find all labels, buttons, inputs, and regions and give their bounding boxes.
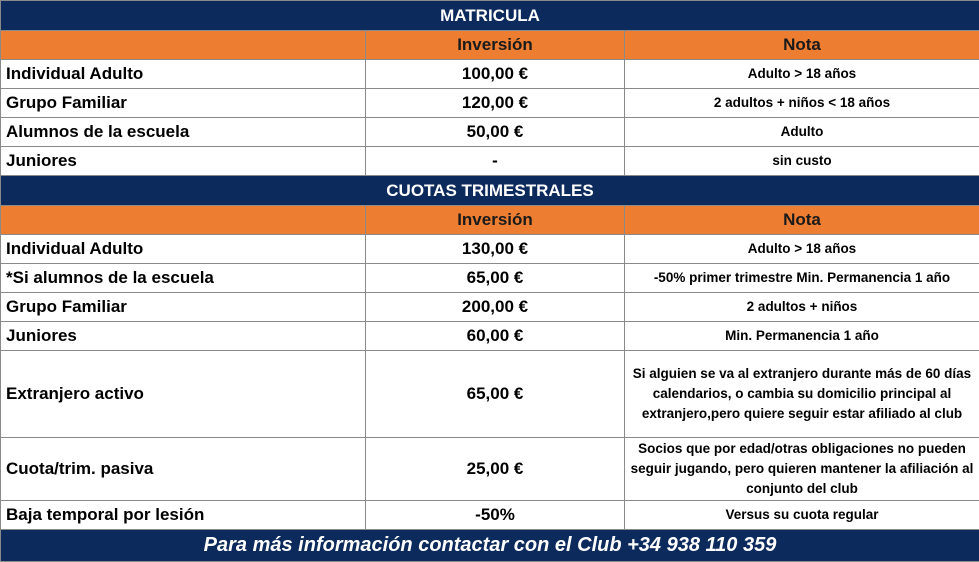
amount-cell: 200,00 € <box>366 293 625 322</box>
concept-cell: Juniores <box>1 322 366 351</box>
table-row <box>1 60 979 89</box>
note-cell: Min. Permanencia 1 año <box>625 322 979 351</box>
table-row <box>1 322 979 351</box>
table-row <box>1 89 979 118</box>
amount-cell: 25,00 € <box>366 438 625 501</box>
table-row <box>1 501 979 530</box>
note-cell: 2 adultos + niños < 18 años <box>625 89 979 118</box>
amount-cell: 50,00 € <box>366 118 625 147</box>
concept-cell: Extranjero activo <box>1 351 366 438</box>
concept-cell: Grupo Familiar <box>1 89 366 118</box>
note-cell: Adulto <box>625 118 979 147</box>
concept-cell: Juniores <box>1 147 366 176</box>
note-cell: -50% primer trimestre Min. Permanencia 1 año <box>625 264 979 293</box>
matricula-title: MATRICULA <box>1 1 979 31</box>
note-cell: sin custo <box>625 147 979 176</box>
concept-cell: Baja temporal por lesión <box>1 501 366 530</box>
note-cell: Socios que por edad/otras obligaciones no pueden seguir jugando, pero quieren mantener la afiliación al conjunto del club <box>625 438 979 501</box>
header-nota: Nota <box>625 31 979 60</box>
footer-row <box>1 530 979 562</box>
concept-cell: Grupo Familiar <box>1 293 366 322</box>
note-cell: Adulto > 18 años <box>625 235 979 264</box>
matricula-title-row <box>1 1 979 31</box>
amount-cell: 65,00 € <box>366 351 625 438</box>
concept-cell: Cuota/trim. pasiva <box>1 438 366 501</box>
table-row <box>1 118 979 147</box>
amount-cell: 60,00 € <box>366 322 625 351</box>
amount-cell: 130,00 € <box>366 235 625 264</box>
contact-footer: Para más información contactar con el Club +34 938 110 359 <box>1 530 979 562</box>
table-row <box>1 438 979 501</box>
table-row <box>1 351 979 438</box>
table-row <box>1 147 979 176</box>
amount-cell: 65,00 € <box>366 264 625 293</box>
amount-cell: -50% <box>366 501 625 530</box>
concept-cell: Individual Adulto <box>1 60 366 89</box>
concept-cell: *Si alumnos de la escuela <box>1 264 366 293</box>
amount-cell: 100,00 € <box>366 60 625 89</box>
note-cell: Si alguien se va al extranjero durante más de 60 días calendarios, o cambia su domicilio principal al extranjero,pero quiere seguir estar afiliado al club <box>625 351 979 438</box>
cuotas-title-row <box>1 176 979 206</box>
concept-cell: Individual Adulto <box>1 235 366 264</box>
header-inversion: Inversión <box>366 31 625 60</box>
table-row <box>1 293 979 322</box>
amount-cell: 120,00 € <box>366 89 625 118</box>
table-row <box>1 264 979 293</box>
amount-cell: - <box>366 147 625 176</box>
matricula-header-row <box>1 31 979 60</box>
note-cell: 2 adultos + niños <box>625 293 979 322</box>
header-inversion: Inversión <box>366 206 625 235</box>
header-nota: Nota <box>625 206 979 235</box>
concept-cell: Alumnos de la escuela <box>1 118 366 147</box>
note-cell: Adulto > 18 años <box>625 60 979 89</box>
table-row <box>1 235 979 264</box>
cuotas-title: CUOTAS TRIMESTRALES <box>1 176 979 206</box>
header-concept <box>1 31 366 60</box>
note-cell: Versus su cuota regular <box>625 501 979 530</box>
header-concept <box>1 206 366 235</box>
cuotas-header-row <box>1 206 979 235</box>
